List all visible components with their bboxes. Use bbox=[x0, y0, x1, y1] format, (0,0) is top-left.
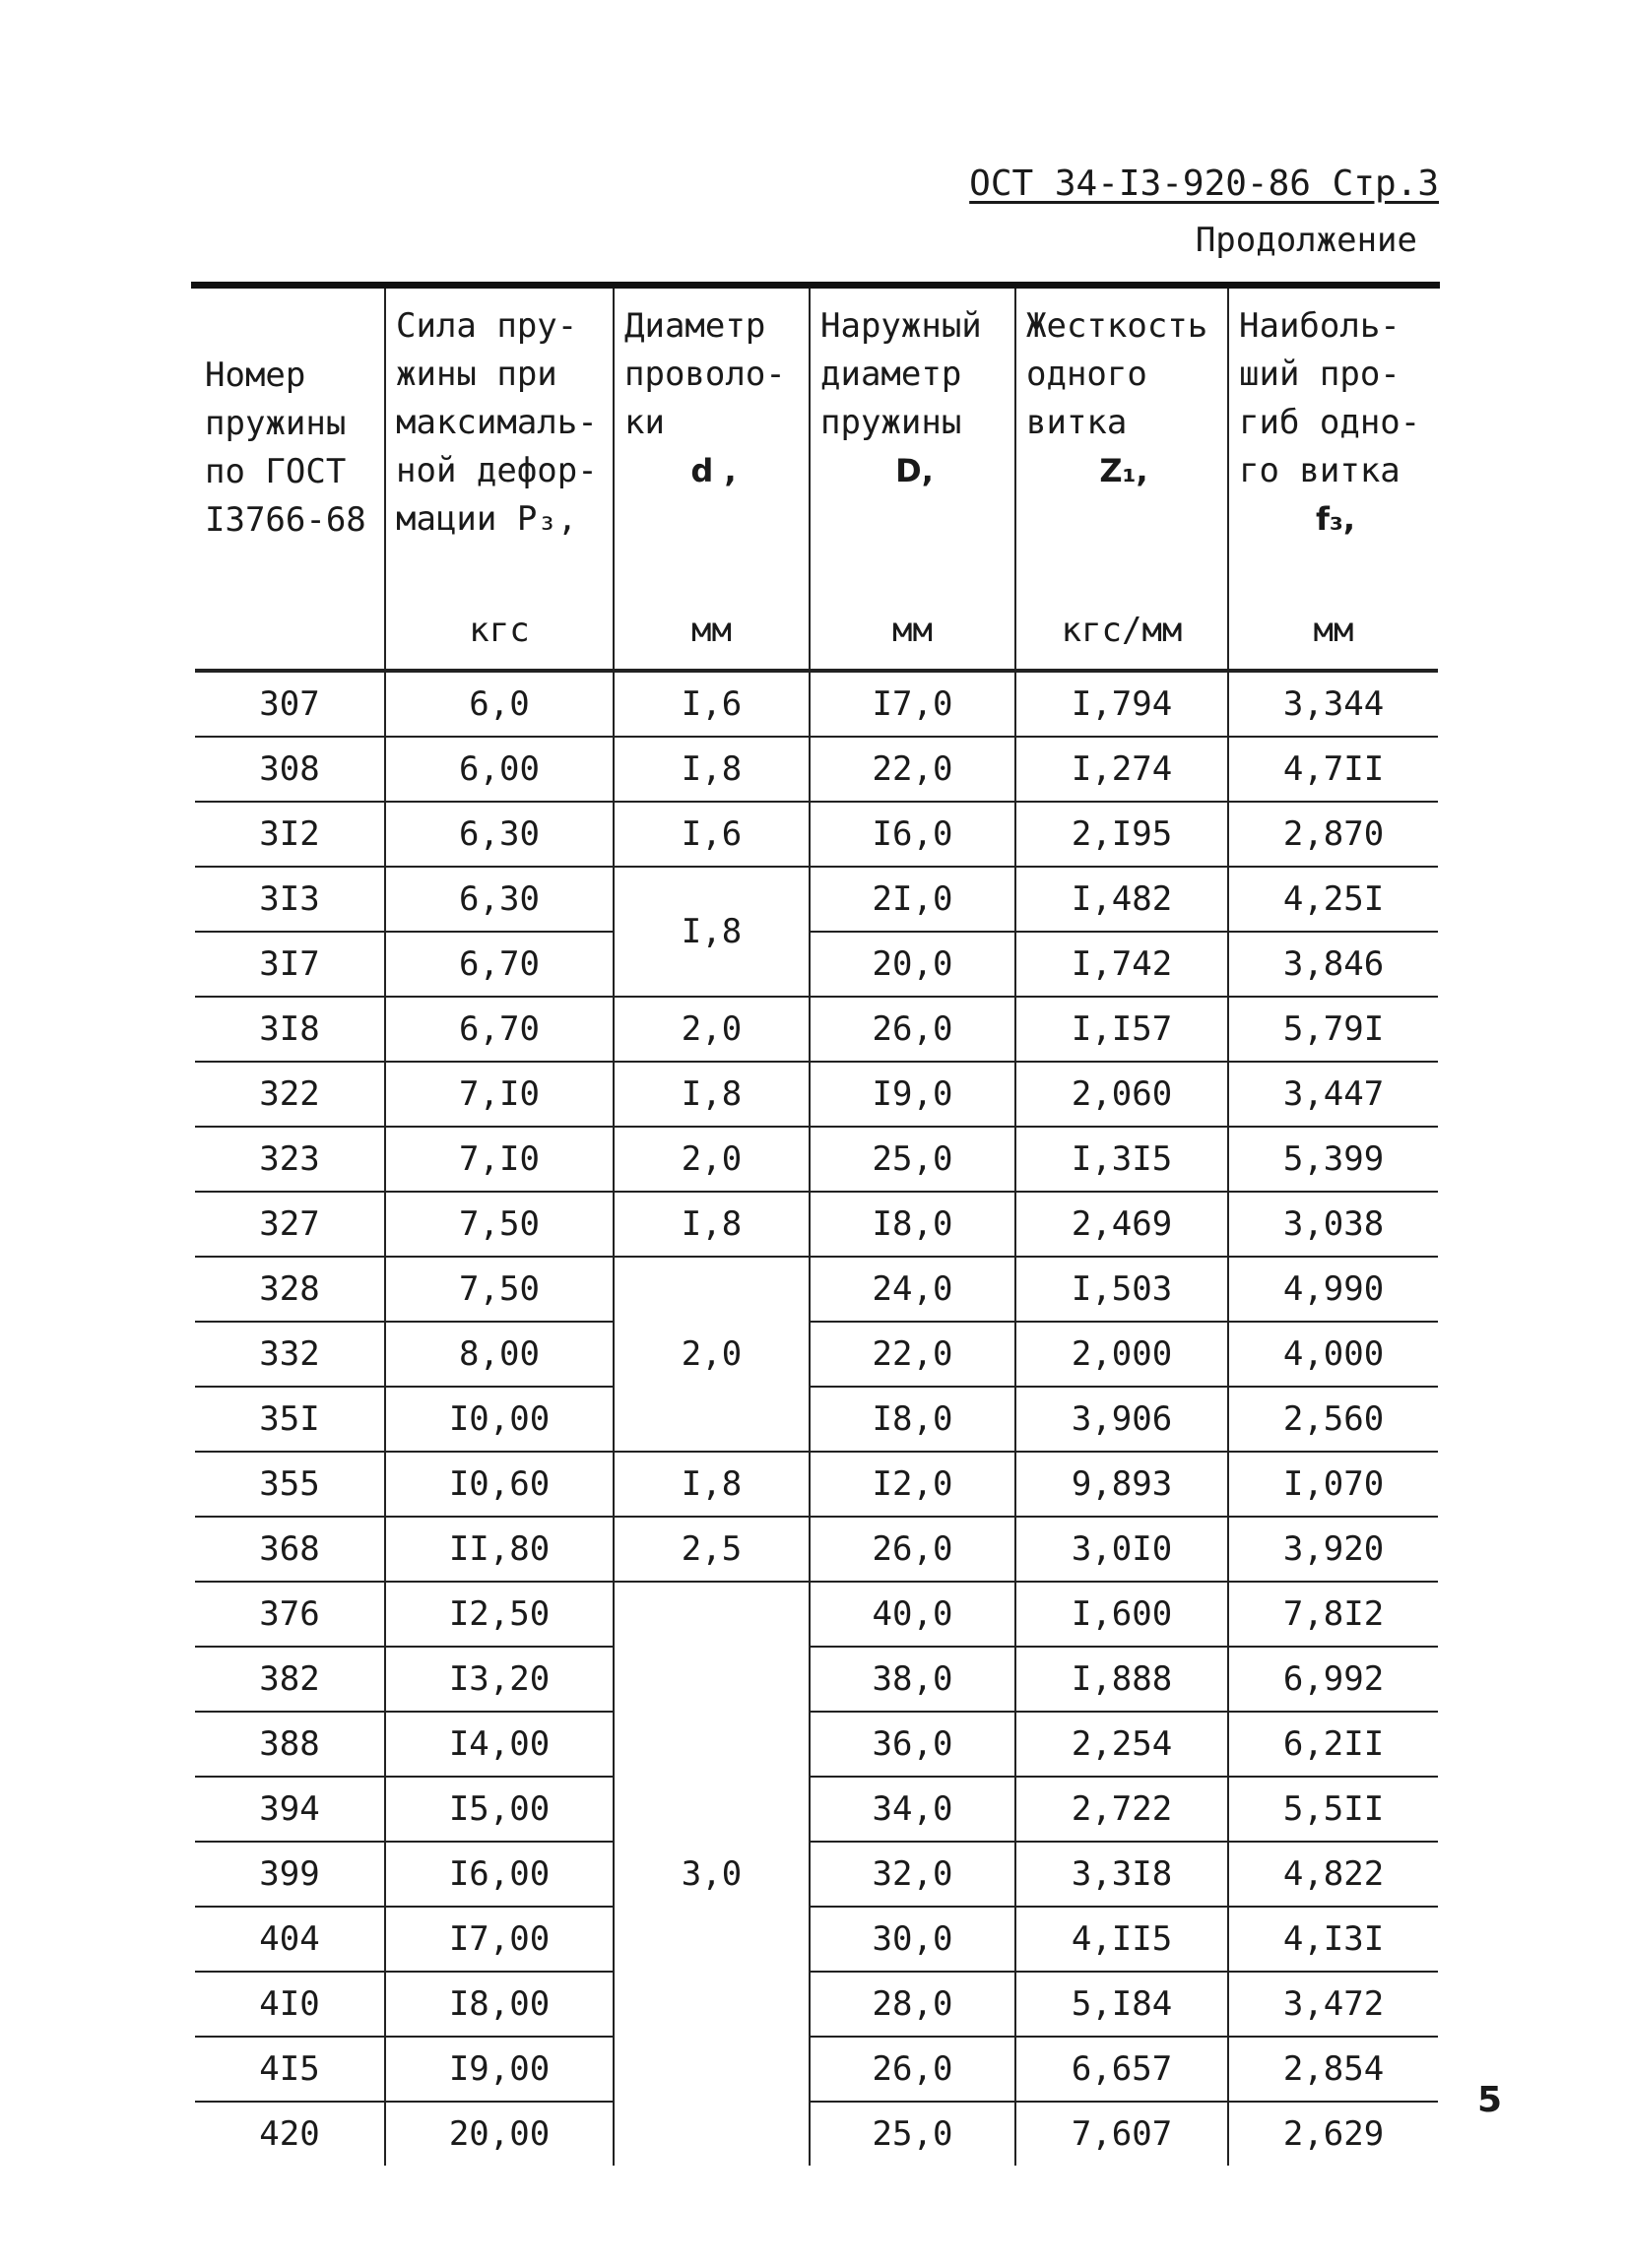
table-row bbox=[195, 737, 1438, 802]
cell-wire-diameter: I,8 bbox=[614, 1192, 810, 1257]
cell-max-force: I8,00 bbox=[385, 1972, 614, 2037]
cell-coil-stiffness: I,274 bbox=[1015, 737, 1228, 802]
table-row bbox=[195, 1452, 1438, 1517]
header-max-force bbox=[385, 289, 614, 671]
cell-spring-number: 327 bbox=[195, 1192, 385, 1257]
header-spring-number bbox=[195, 289, 385, 671]
cell-spring-number: 322 bbox=[195, 1062, 385, 1127]
cell-max-deflection: 3,472 bbox=[1228, 1972, 1438, 2037]
cell-coil-stiffness: 6,657 bbox=[1015, 2037, 1228, 2102]
table-row bbox=[195, 1517, 1438, 1582]
cell-coil-stiffness: 3,0I0 bbox=[1015, 1517, 1228, 1582]
cell-wire-diameter: 2,0 bbox=[614, 997, 810, 1062]
cell-wire-diameter: I,8 bbox=[614, 867, 810, 997]
header-symbol: D, bbox=[895, 452, 934, 489]
cell-max-deflection: 4,822 bbox=[1228, 1842, 1438, 1907]
cell-spring-number: 307 bbox=[195, 671, 385, 737]
cell-spring-number: 3I8 bbox=[195, 997, 385, 1062]
cell-spring-number: 388 bbox=[195, 1712, 385, 1777]
header-symbol: Z₁, bbox=[1099, 452, 1148, 489]
cell-max-deflection: I,070 bbox=[1228, 1452, 1438, 1517]
cell-spring-number: 404 bbox=[195, 1907, 385, 1972]
cell-wire-diameter: I,8 bbox=[614, 1452, 810, 1517]
cell-max-force: 8,00 bbox=[385, 1322, 614, 1387]
cell-spring-number: 328 bbox=[195, 1257, 385, 1322]
table-row bbox=[195, 1972, 1438, 2037]
table-row bbox=[195, 1907, 1438, 1972]
cell-outer-diameter: 20,0 bbox=[810, 932, 1015, 997]
header-row bbox=[195, 289, 1438, 671]
cell-coil-stiffness: 2,469 bbox=[1015, 1192, 1228, 1257]
table-row bbox=[195, 2037, 1438, 2102]
cell-max-deflection: 4,7II bbox=[1228, 737, 1438, 802]
cell-wire-diameter: 2,5 bbox=[614, 1517, 810, 1582]
cell-spring-number: 382 bbox=[195, 1647, 385, 1712]
cell-spring-number: 420 bbox=[259, 2114, 320, 2154]
spring-spec-table bbox=[195, 289, 1438, 2166]
cell-spring-number: 3I7 bbox=[195, 932, 385, 997]
header-wire-diameter bbox=[614, 289, 810, 671]
cell-max-force: I6,00 bbox=[385, 1842, 614, 1907]
cell-spring-number: 4I0 bbox=[195, 1972, 385, 2037]
cell-coil-stiffness: I,600 bbox=[1015, 1582, 1228, 1647]
cell-max-deflection: 3,447 bbox=[1228, 1062, 1438, 1127]
cell-outer-diameter: I6,0 bbox=[810, 802, 1015, 867]
cell-wire-diameter: I,8 bbox=[614, 737, 810, 802]
header-unit: мм bbox=[892, 611, 933, 650]
cell-spring-number: 332 bbox=[195, 1322, 385, 1387]
cell-max-deflection: 3,344 bbox=[1228, 671, 1438, 737]
table-top-rule bbox=[191, 282, 1440, 289]
cell-max-deflection: 5,399 bbox=[1228, 1127, 1438, 1192]
cell-outer-diameter: 22,0 bbox=[810, 1322, 1015, 1387]
cell-coil-stiffness: I,I57 bbox=[1015, 997, 1228, 1062]
cell-max-deflection: 4,990 bbox=[1228, 1257, 1438, 1322]
cell-outer-diameter: I8,0 bbox=[810, 1387, 1015, 1452]
cell-outer-diameter: 28,0 bbox=[810, 1972, 1015, 2037]
cell-max-force: I2,50 bbox=[385, 1582, 614, 1647]
cell-spring-number: 35I bbox=[195, 1387, 385, 1452]
cell-max-force: I3,20 bbox=[385, 1647, 614, 1712]
cell-coil-stiffness: 2,060 bbox=[1015, 1062, 1228, 1127]
document-code: ОСТ 34-I3-920-86 Стр.3 bbox=[969, 163, 1439, 204]
cell-max-force: 6,70 bbox=[385, 932, 614, 997]
cell-max-force: I0,00 bbox=[385, 1387, 614, 1452]
cell-outer-diameter: 36,0 bbox=[810, 1712, 1015, 1777]
cell-wire-diameter: I,8 bbox=[614, 1062, 810, 1127]
table-row bbox=[195, 1647, 1438, 1712]
cell-max-deflection: 6,992 bbox=[1228, 1647, 1438, 1712]
header-symbol: f₃, bbox=[1315, 500, 1356, 538]
header-text: Наиболь- ший про- гиб одно- го витка bbox=[1239, 306, 1421, 490]
cell-max-deflection: 3,038 bbox=[1228, 1192, 1438, 1257]
cell-max-deflection: 3,846 bbox=[1228, 932, 1438, 997]
cell-max-force: 7,I0 bbox=[385, 1062, 614, 1127]
cell-coil-stiffness: 3,3I8 bbox=[1015, 1842, 1228, 1907]
header-text: Сила пру- жины при максималь- ной дефор- мации P₃, bbox=[396, 306, 598, 539]
header-text: Диаметр проволо- ки bbox=[624, 306, 786, 442]
cell-coil-stiffness: 7,607 bbox=[1015, 2102, 1228, 2166]
cell-coil-stiffness: I,482 bbox=[1015, 867, 1228, 932]
cell-spring-number: 355 bbox=[195, 1452, 385, 1517]
cell-max-force: I5,00 bbox=[385, 1777, 614, 1842]
table-row bbox=[195, 1192, 1438, 1257]
table-row bbox=[195, 1257, 1438, 1322]
cell-max-deflection: 7,8I2 bbox=[1228, 1582, 1438, 1647]
cell-outer-diameter: 26,0 bbox=[810, 997, 1015, 1062]
cell-outer-diameter: 30,0 bbox=[810, 1907, 1015, 1972]
table-row bbox=[195, 1842, 1438, 1907]
header-max-deflection bbox=[1228, 289, 1438, 671]
cell-coil-stiffness: 3,906 bbox=[1015, 1387, 1228, 1452]
cell-outer-diameter: 25,0 bbox=[810, 2102, 1015, 2166]
cell-coil-stiffness: I,888 bbox=[1015, 1647, 1228, 1712]
cell-max-force: 6,30 bbox=[385, 802, 614, 867]
cell-max-force: 7,I0 bbox=[385, 1127, 614, 1192]
cell-spring-number: 376 bbox=[195, 1582, 385, 1647]
cell-wire-diameter: I,6 bbox=[614, 802, 810, 867]
cell-max-force: 6,0 bbox=[385, 671, 614, 737]
cell-wire-diameter: 3,0 bbox=[614, 1582, 810, 2166]
header-unit: кгс/мм bbox=[1061, 611, 1183, 650]
header-symbol: d , bbox=[690, 452, 737, 489]
cell-outer-diameter: 22,0 bbox=[810, 737, 1015, 802]
cell-max-force: 6,30 bbox=[385, 867, 614, 932]
table-body bbox=[195, 671, 1438, 2166]
page-number: 5 bbox=[1477, 2080, 1503, 2120]
cell-outer-diameter: 40,0 bbox=[810, 1582, 1015, 1647]
cell-spring-number: 368 bbox=[195, 1517, 385, 1582]
header-unit: мм bbox=[691, 611, 732, 650]
cell-max-deflection: 5,5II bbox=[1228, 1777, 1438, 1842]
cell-max-deflection: 4,000 bbox=[1228, 1322, 1438, 1387]
cell-outer-diameter: 38,0 bbox=[810, 1647, 1015, 1712]
cell-max-force: 7,50 bbox=[385, 1192, 614, 1257]
cell-spring-number: 3I2 bbox=[195, 802, 385, 867]
header-text: Наружный диаметр пружины bbox=[820, 306, 982, 442]
cell-max-deflection: 4,25I bbox=[1228, 867, 1438, 932]
cell-wire-diameter: I,6 bbox=[614, 671, 810, 737]
cell-outer-diameter: I2,0 bbox=[810, 1452, 1015, 1517]
cell-max-force: I9,00 bbox=[385, 2037, 614, 2102]
cell-wire-diameter: 2,0 bbox=[614, 1257, 810, 1452]
cell-coil-stiffness: 2,I95 bbox=[1015, 802, 1228, 867]
table-row bbox=[195, 1777, 1438, 1842]
cell-coil-stiffness: 2,000 bbox=[1015, 1322, 1228, 1387]
cell-max-deflection: 2,870 bbox=[1228, 802, 1438, 867]
cell-max-force: I7,00 bbox=[385, 1907, 614, 1972]
cell-spring-number: 3I3 bbox=[195, 867, 385, 932]
cell-coil-stiffness: I,503 bbox=[1015, 1257, 1228, 1322]
cell-max-deflection: 2,629 bbox=[1228, 2102, 1438, 2166]
cell-coil-stiffness: 4,II5 bbox=[1015, 1907, 1228, 1972]
cell-max-deflection: 4,I3I bbox=[1228, 1907, 1438, 1972]
cell-outer-diameter: 26,0 bbox=[810, 1517, 1015, 1582]
header-unit: мм bbox=[1313, 611, 1354, 650]
cell-spring-number: 394 bbox=[195, 1777, 385, 1842]
cell-spring-number: 4I5 bbox=[195, 2037, 385, 2102]
table-row bbox=[195, 1062, 1438, 1127]
table-row bbox=[195, 1322, 1438, 1387]
cell-coil-stiffness: I,742 bbox=[1015, 932, 1228, 997]
table-row bbox=[195, 1127, 1438, 1192]
cell-coil-stiffness: 9,893 bbox=[1015, 1452, 1228, 1517]
header-coil-stiffness bbox=[1015, 289, 1228, 671]
header-outer-diameter bbox=[810, 289, 1015, 671]
cell-outer-diameter: 34,0 bbox=[810, 1777, 1015, 1842]
cell-max-force: I0,60 bbox=[385, 1452, 614, 1517]
table-row bbox=[195, 997, 1438, 1062]
cell-outer-diameter: 24,0 bbox=[810, 1257, 1015, 1322]
table-row bbox=[195, 2102, 1438, 2166]
cell-max-force: 7,50 bbox=[385, 1257, 614, 1322]
cell-max-force: 6,00 bbox=[385, 737, 614, 802]
cell-outer-diameter: 26,0 bbox=[810, 2037, 1015, 2102]
cell-spring-number: 323 bbox=[195, 1127, 385, 1192]
cell-spring-number: 399 bbox=[195, 1842, 385, 1907]
table-row bbox=[195, 867, 1438, 932]
table-row bbox=[195, 802, 1438, 867]
cell-max-force: II,80 bbox=[385, 1517, 614, 1582]
table-row bbox=[195, 1387, 1438, 1452]
table-row bbox=[195, 1582, 1438, 1647]
cell-max-deflection: 6,2II bbox=[1228, 1712, 1438, 1777]
continuation-label: Продолжение bbox=[1195, 221, 1417, 260]
cell-wire-diameter: 2,0 bbox=[614, 1127, 810, 1192]
cell-coil-stiffness: I,794 bbox=[1015, 671, 1228, 737]
cell-max-deflection: 5,79I bbox=[1228, 997, 1438, 1062]
table-row bbox=[195, 671, 1438, 737]
cell-coil-stiffness: 5,I84 bbox=[1015, 1972, 1228, 2037]
table-row bbox=[195, 932, 1438, 997]
header-text: Жесткость одного витка bbox=[1026, 306, 1208, 442]
cell-outer-diameter: 2I,0 bbox=[810, 867, 1015, 932]
cell-outer-diameter: I8,0 bbox=[810, 1192, 1015, 1257]
cell-max-force: 20,00 bbox=[385, 2102, 614, 2166]
table-row bbox=[195, 1712, 1438, 1777]
cell-max-force: 6,70 bbox=[385, 997, 614, 1062]
cell-max-deflection: 2,854 bbox=[1228, 2037, 1438, 2102]
cell-outer-diameter: 25,0 bbox=[810, 1127, 1015, 1192]
cell-max-deflection: 3,920 bbox=[1228, 1517, 1438, 1582]
cell-coil-stiffness: I,3I5 bbox=[1015, 1127, 1228, 1192]
cell-outer-diameter: 32,0 bbox=[810, 1842, 1015, 1907]
header-unit: кгс bbox=[469, 611, 530, 650]
cell-spring-number: 308 bbox=[195, 737, 385, 802]
cell-outer-diameter: I7,0 bbox=[810, 671, 1015, 737]
cell-outer-diameter: I9,0 bbox=[810, 1062, 1015, 1127]
cell-max-force: I4,00 bbox=[385, 1712, 614, 1777]
cell-coil-stiffness: 2,254 bbox=[1015, 1712, 1228, 1777]
cell-coil-stiffness: 2,722 bbox=[1015, 1777, 1228, 1842]
cell-max-deflection: 2,560 bbox=[1228, 1387, 1438, 1452]
header-text: Номер пружины по ГОСТ I3766-68 bbox=[205, 356, 366, 540]
